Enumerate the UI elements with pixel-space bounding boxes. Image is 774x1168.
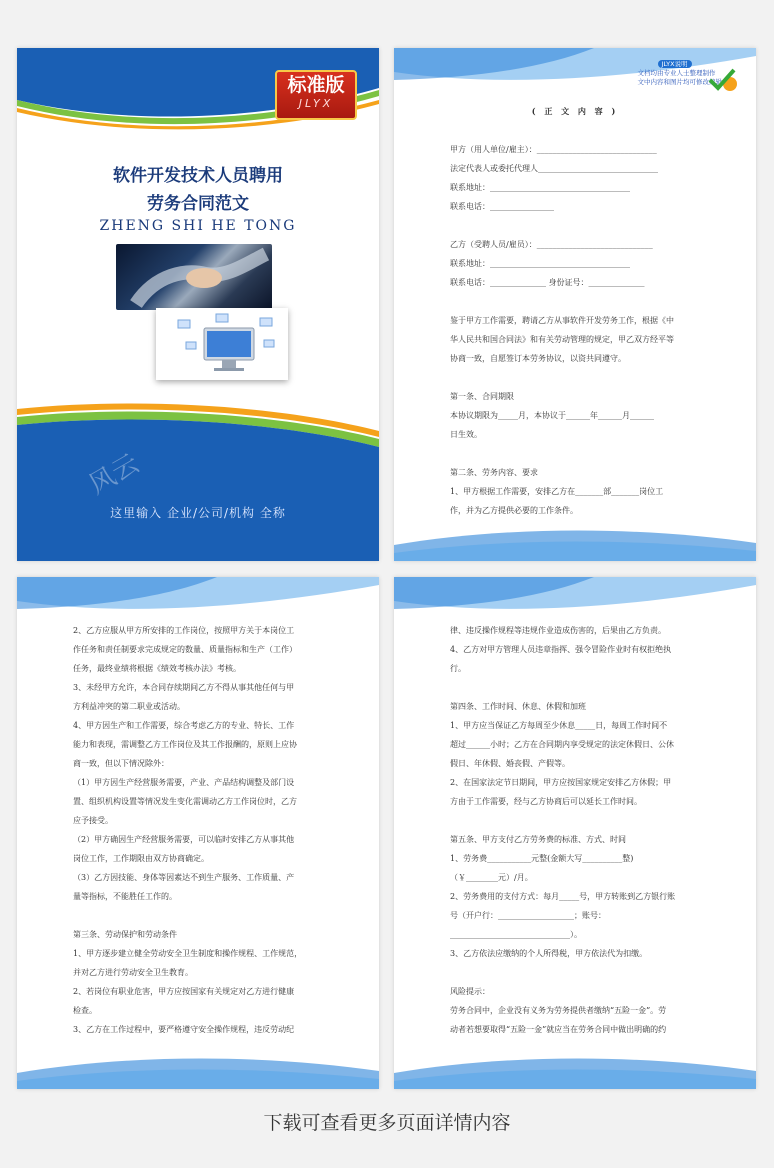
text-line: 第四条、工作时间、休息、休假和加班	[450, 702, 586, 711]
text-line: 第二条、劳务内容、要求	[450, 468, 538, 477]
note-title: JLYX说明	[658, 60, 692, 68]
text-line: 量等指标，不能胜任工作的。	[73, 892, 177, 901]
text-line: 动者若想要取得“五险一金”就应当在劳务合同中做出明确的约	[450, 1025, 667, 1034]
page-bottom-swoosh	[394, 1033, 756, 1089]
text-line: 方利益冲突的第二职业或活动。	[73, 702, 185, 711]
text-line: 商一致，但以下情况除外：	[73, 759, 169, 768]
text-line: 鉴于甲方工作需要，聘请乙方从事软件开发劳务工作，根据《中	[450, 316, 674, 325]
badge-sub: JLYX	[298, 97, 334, 110]
text-line: 本协议期限为_____月，本协议于______年______月______	[450, 411, 654, 420]
text-line: 作任务和责任制要求完成规定的数量、质量指标和生产（工作）	[73, 645, 297, 654]
text-line: （2）甲方确因生产经营服务需要，可以临时安排乙方从事其他	[73, 835, 295, 844]
contract-page-3	[17, 577, 379, 1089]
text-line: 1、劳务费___________元整(金额大写__________整)	[450, 854, 634, 863]
text-line	[450, 811, 702, 830]
page2-body	[450, 140, 702, 520]
badge-main: 标准版	[287, 74, 345, 96]
text-line: 任务，最终业绩将根据《绩效考核办法》考核。	[73, 664, 241, 673]
cover-page	[17, 48, 379, 561]
text-line: 第一条、合同期限	[450, 392, 514, 401]
text-line	[450, 292, 702, 311]
text-line: 3、乙方依法应缴纳的个人所得税，甲方依法代为扣缴。	[450, 949, 648, 958]
body-heading: ( 正 文 内 容 )	[531, 106, 619, 116]
text-line: 风险提示：	[450, 987, 490, 996]
page3-body	[73, 621, 325, 1039]
note-line1: 文档均由专业人士整理制作	[637, 69, 716, 77]
text-line: 号（开户行：___________________；账号：	[450, 911, 606, 920]
contract-page-4	[394, 577, 756, 1089]
cover-title-line1: 软件开发技术人员聘用	[113, 166, 283, 186]
text-line: 联系地址：___________________________________	[450, 183, 630, 192]
text-line	[450, 444, 702, 463]
text-line: 联系电话：________________	[450, 202, 554, 211]
text-line: 第三条、劳动保护和劳动条件	[73, 930, 177, 939]
text-line: 方由于工作需要，经与乙方协商后可以延长工作时间。	[450, 797, 642, 806]
text-line: 1、甲方应当保证乙方每周至少休息_____日，每周工作时间不	[450, 721, 668, 730]
download-more-text[interactable]: 下载可查看更多页面详情内容	[263, 1112, 511, 1134]
note-line2: 文中内容和图片均可修改编辑	[637, 78, 722, 86]
text-line: 2、若岗位有职业危害，甲方应按国家有关规定对乙方进行健康	[73, 987, 295, 996]
text-line: 岗位工作，工作期限由双方协商确定。	[73, 854, 209, 863]
text-line: 假日、年休假、婚丧假、产假等。	[450, 759, 570, 768]
page4-body	[450, 621, 702, 1039]
text-line: 协商一致，自愿签订本劳务协议，以资共同遵守。	[450, 354, 626, 363]
text-line: 置、组织机构设置等情况发生变化需调动乙方工作岗位时，乙方	[73, 797, 297, 806]
text-line: 法定代表人或委托代理人______________________________	[450, 164, 658, 173]
text-line: 2、劳务费用的支付方式：每月_____号，甲方转账到乙方银行账	[450, 892, 676, 901]
text-line: ______________________________）。	[450, 930, 582, 939]
text-line: 2、在国家法定节日期间，甲方应按国家规定安排乙方休假；甲	[450, 778, 672, 787]
cover-title-line2: 劳务合同范文	[147, 194, 249, 214]
text-line: 联系地址：___________________________________	[450, 259, 630, 268]
watermark-text: 风云	[84, 448, 145, 501]
text-line: 1、甲方逐步建立健全劳动安全卫生制度和操作规程、工作规范，	[73, 949, 303, 958]
text-line: （1）甲方因生产经营服务需要，产业、产品结构调整及部门设	[73, 778, 295, 787]
text-line: 乙方（受聘人员/雇员）：_____________________________	[450, 240, 653, 249]
text-line: 超过______小时；乙方在合同期内享受规定的法定休假日、公休	[450, 740, 674, 749]
text-line: （3）乙方因技能、身体等因素达不到生产服务、工作质量、产	[73, 873, 295, 882]
text-line: 4、甲方因生产和工作需要，综合考虑乙方的专业、特长、工作	[73, 721, 295, 730]
text-line: 第五条、甲方支付乙方劳务费的标准、方式、时间	[450, 835, 626, 844]
text-line: 甲方（用人单位/雇主）：______________________________	[450, 145, 657, 154]
text-line: 检查。	[73, 1006, 97, 1015]
text-line: 华人民共和国合同法》和有关劳动管理的规定，甲乙双方经平等	[450, 335, 674, 344]
text-line: （￥________元）/月。	[450, 873, 533, 882]
edition-badge	[275, 70, 357, 120]
handshake-image	[116, 244, 272, 310]
text-line: 4、乙方对甲方管理人员违章指挥、强令冒险作业时有权拒绝执	[450, 645, 672, 654]
text-line: 作，并为乙方提供必要的工作条件。	[450, 506, 578, 515]
computer-image	[156, 308, 288, 380]
text-line	[73, 906, 325, 925]
contract-page-2	[394, 48, 756, 561]
text-line: 1、甲方根据工作需要，安排乙方在_______部_______岗位工	[450, 487, 664, 496]
text-line	[450, 963, 702, 982]
text-line: 2、乙方应服从甲方所安排的工作岗位，按照甲方关于本岗位工	[73, 626, 295, 635]
text-line: 并对乙方进行劳动安全卫生教育。	[73, 968, 193, 977]
check-icon	[708, 68, 738, 94]
text-line	[450, 216, 702, 235]
text-line: 3、未经甲方允许，本合同存续期间乙方不得从事其他任何与甲	[73, 683, 295, 692]
page-bottom-swoosh	[394, 505, 756, 561]
text-line: 律、违反操作规程等违规作业造成伤害的，后果由乙方负责。	[450, 626, 666, 635]
text-line: 联系电话：______________ 身份证号：______________	[450, 278, 645, 287]
cover-pinyin: ZHENG SHI HE TONG	[99, 218, 297, 234]
cover-bottom-banner	[17, 401, 379, 561]
text-line	[450, 368, 702, 387]
text-line: 劳务合同中，企业没有义务为劳务提供者缴纳“五险一金”。劳	[450, 1006, 667, 1015]
text-line: 应予接受。	[73, 816, 113, 825]
text-line: 行。	[450, 664, 466, 673]
text-line	[450, 678, 702, 697]
text-line: 3、乙方在工作过程中，要严格遵守安全操作规程，违反劳动纪	[73, 1025, 295, 1034]
text-line: 能力和表现，需调整乙方工作岗位及其工作报酬的，原则上应协	[73, 740, 297, 749]
company-name: 这里输入 企业/公司/机构 全称	[110, 506, 286, 520]
text-line: 日生效。	[450, 430, 482, 439]
page-bottom-swoosh	[17, 1033, 379, 1089]
